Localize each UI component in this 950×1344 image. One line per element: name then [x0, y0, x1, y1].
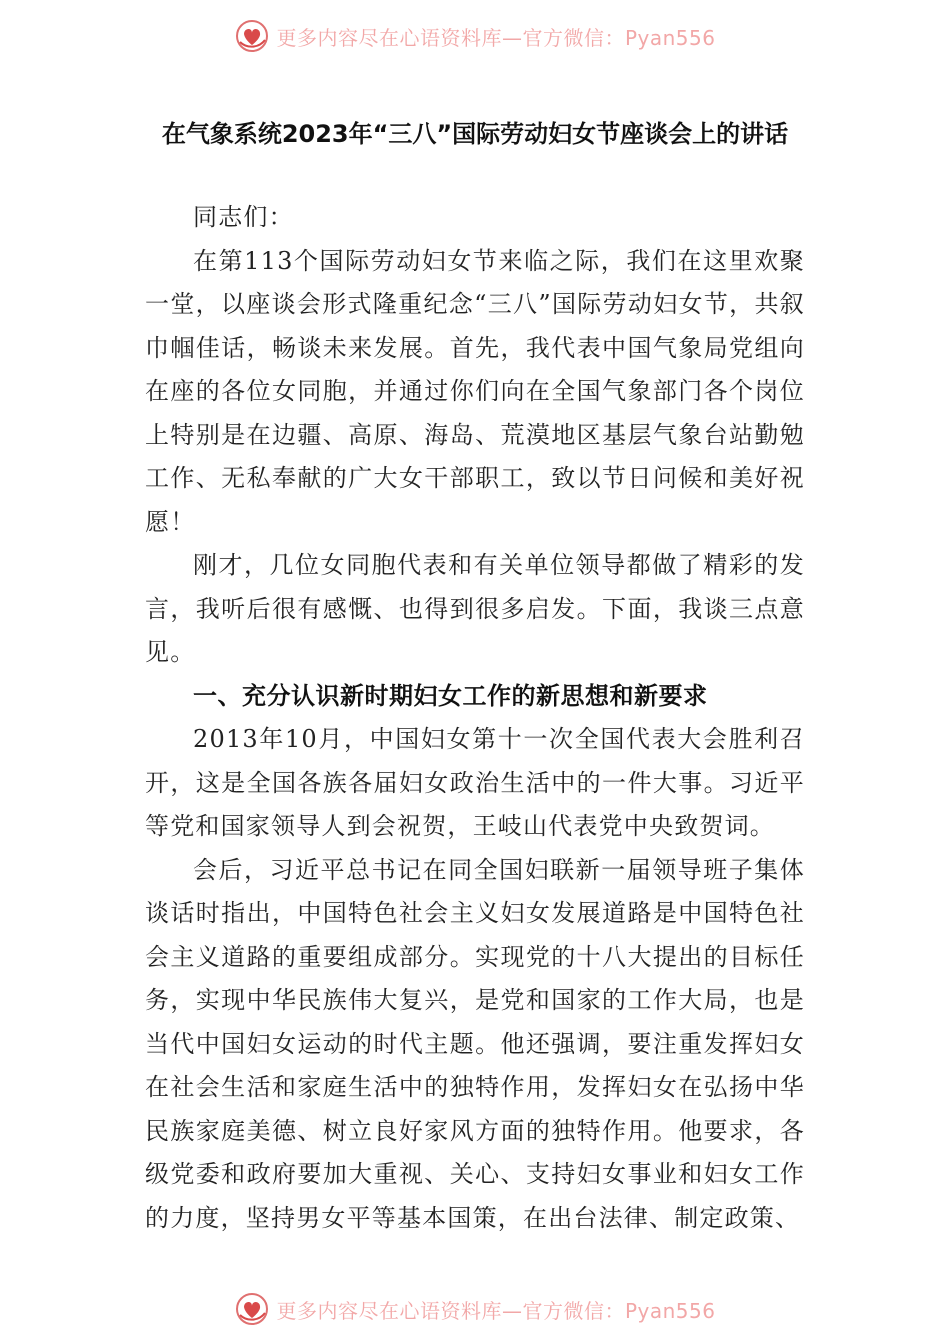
paragraph-congress: 2013年10月，中国妇女第十一次全国代表大会胜利召开，这是全国各族各届妇女政治生活中的一件大事。习近平等党和国家领导人到会祝贺，王岐山代表党中央致贺词。: [145, 725, 805, 840]
document-body: [145, 196, 805, 1240]
section-heading-1: 一、充分认识新时期妇女工作的新思想和新要求: [193, 681, 708, 710]
paragraph-remarks: 会后，习近平总书记在同全国妇联新一届领导班子集体谈话时指出，中国特色社会主义妇女发展道路是中国特色社会主义道路的重要组成部分。实现党的十八大提出的目标任务，实现中华民族伟大复兴，是党和国家的工作大局，也是当代中国妇女运动的时代主题。他还强调，要注重发挥妇女在社会生活和家庭生活中的独特作用，发挥妇女在弘扬中华民族家庭美德、树立良好家风方面的独特作用。他要求，各级党委和政府要加大重视、关心、支持妇女事业和妇女工作的力度，坚持男女平等基本国策，在出台法律、制定政策、: [145, 855, 805, 1232]
paragraph-opening: 在第113个国际劳动妇女节来临之际，我们在这里欢聚一堂，以座谈会形式隆重纪念“三八”国际劳动妇女节，共叙巾帼佳话，畅谈未来发展。首先，我代表中国气象局党组向在座的各位女同胞，并通过你们向在全国气象部门各个岗位上特别是在边疆、高原、海岛、荒漠地区基层气象台站勤勉工作、无私奉献的广大女干部职工，致以节日问候和美好祝愿！: [145, 246, 805, 536]
paragraph-salutation: 同志们：: [193, 203, 294, 231]
footer-banner: [0, 1287, 950, 1331]
banner-text: 更多内容尽在心语资料库—官方微信：Pyan556: [276, 1298, 716, 1323]
paragraph-intro: 刚才，几位女同胞代表和有关单位领导都做了精彩的发言，我听后很有感慨、也得到很多启发。下面，我谈三点意见。: [145, 551, 805, 666]
heart-swirl-logo-icon: [234, 1291, 270, 1327]
header-banner: [0, 14, 950, 58]
banner-text: 更多内容尽在心语资料库—官方微信：Pyan556: [276, 25, 716, 50]
page-title: 在气象系统2023年“三八”国际劳动妇女节座谈会上的讲话: [161, 120, 789, 148]
heart-swirl-logo-icon: [234, 18, 270, 54]
